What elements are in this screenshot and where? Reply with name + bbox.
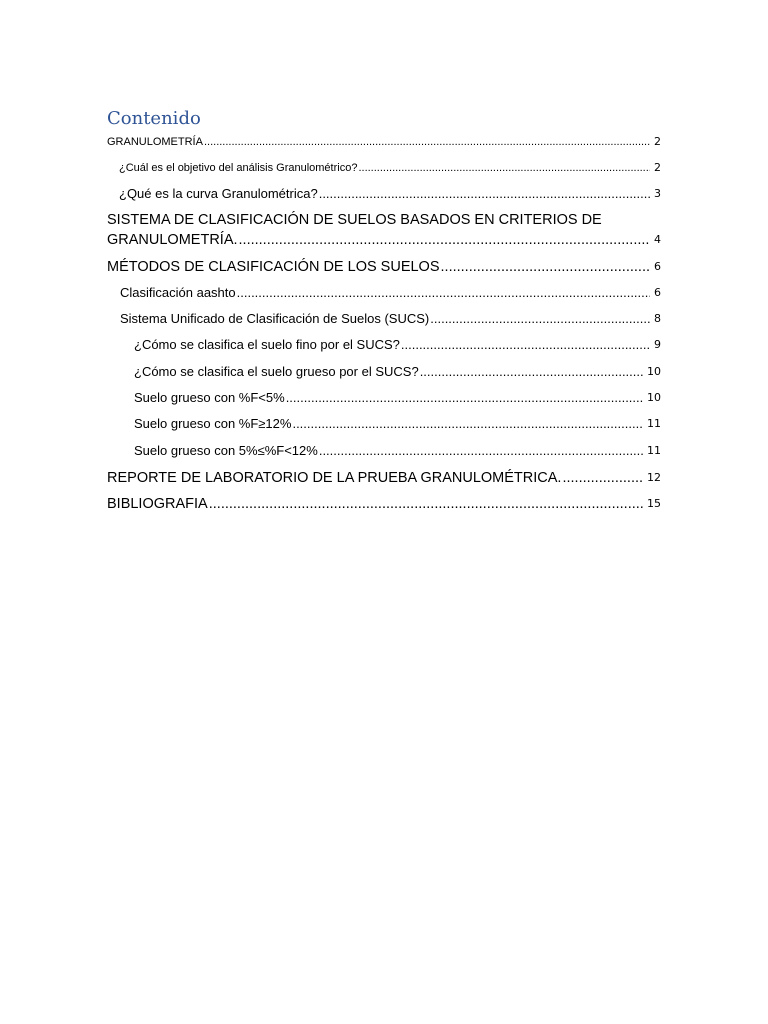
toc-entry-page: 11 — [647, 417, 661, 430]
toc-entry[interactable] — [107, 495, 661, 513]
toc-entry-label: GRANULOMETRÍA — [107, 136, 203, 148]
toc-entry-page: 2 — [654, 135, 661, 148]
dot-leader — [209, 495, 643, 513]
dot-leader — [562, 469, 643, 487]
toc-entry[interactable] — [119, 161, 661, 175]
dot-leader — [319, 186, 650, 202]
toc-entry[interactable] — [134, 337, 661, 353]
dot-leader — [319, 443, 643, 459]
toc-entry[interactable] — [107, 135, 661, 149]
toc-entry-label: BIBLIOGRAFIA — [107, 496, 208, 512]
dot-leader — [401, 337, 650, 353]
toc-entry-page: 8 — [654, 312, 661, 325]
toc-entry-label-line1[interactable]: SISTEMA DE CLASIFICACIÓN DE SUELOS BASADOS EN CRITERIOS DE — [107, 212, 602, 228]
toc-entry-page: 12 — [647, 471, 661, 484]
dot-leader — [441, 258, 650, 276]
toc-title: Contenido — [107, 108, 201, 129]
toc-entry[interactable] — [107, 258, 661, 276]
toc-entry-label: ¿Qué es la curva Granulométrica? — [119, 186, 318, 201]
toc-entry[interactable] — [134, 390, 661, 406]
toc-entry-label: REPORTE DE LABORATORIO DE LA PRUEBA GRANULOMÉTRICA. — [107, 470, 562, 486]
toc-entry[interactable] — [120, 311, 661, 327]
toc-entry-label: MÉTODOS DE CLASIFICACIÓN DE LOS SUELOS — [107, 259, 440, 275]
toc-entry[interactable] — [107, 231, 661, 249]
toc-entry-page: 10 — [647, 391, 661, 404]
toc-entry-page: 10 — [647, 365, 661, 378]
toc-entry-label: ¿Cómo se clasifica el suelo grueso por el SUCS? — [134, 364, 419, 379]
dot-leader — [292, 416, 643, 432]
toc-entry[interactable] — [107, 469, 661, 487]
toc-entry-label: Sistema Unificado de Clasificación de Suelos (SUCS) — [120, 311, 430, 326]
toc-entry[interactable] — [134, 364, 661, 380]
toc-entry-label: Suelo grueso con %F≥12% — [134, 416, 292, 431]
toc-entry-page: 6 — [654, 260, 661, 273]
toc-entry-page: 6 — [654, 286, 661, 299]
toc-entry-page: 15 — [647, 497, 661, 510]
dot-leader — [358, 161, 650, 175]
dot-leader — [286, 390, 643, 406]
dot-leader — [239, 231, 650, 249]
toc-entry-page: 2 — [654, 161, 661, 174]
toc-entry[interactable] — [120, 285, 661, 301]
toc-entry[interactable] — [134, 443, 661, 459]
toc-entry-label: Suelo grueso con 5%≤%F<12% — [134, 443, 318, 458]
toc-entry-page: 9 — [654, 338, 661, 351]
toc-entry-page: 3 — [654, 187, 661, 200]
toc-entry[interactable] — [134, 416, 661, 432]
toc-entry-label: GRANULOMETRÍA. — [107, 232, 238, 248]
toc-entry[interactable] — [119, 186, 661, 202]
toc-entry-page: 4 — [654, 233, 661, 246]
toc-entry-label: ¿Cómo se clasifica el suelo fino por el SUCS? — [134, 337, 400, 352]
dot-leader — [420, 364, 643, 380]
toc-entry-label: Suelo grueso con %F<5% — [134, 390, 285, 405]
dot-leader — [430, 311, 650, 327]
dot-leader — [237, 285, 650, 301]
dot-leader — [204, 135, 650, 149]
toc-entry-label: ¿Cuál es el objetivo del análisis Granulométrico? — [119, 162, 358, 174]
toc-entry-page: 11 — [647, 444, 661, 457]
toc-entry-label: Clasificación aashto — [120, 285, 236, 300]
